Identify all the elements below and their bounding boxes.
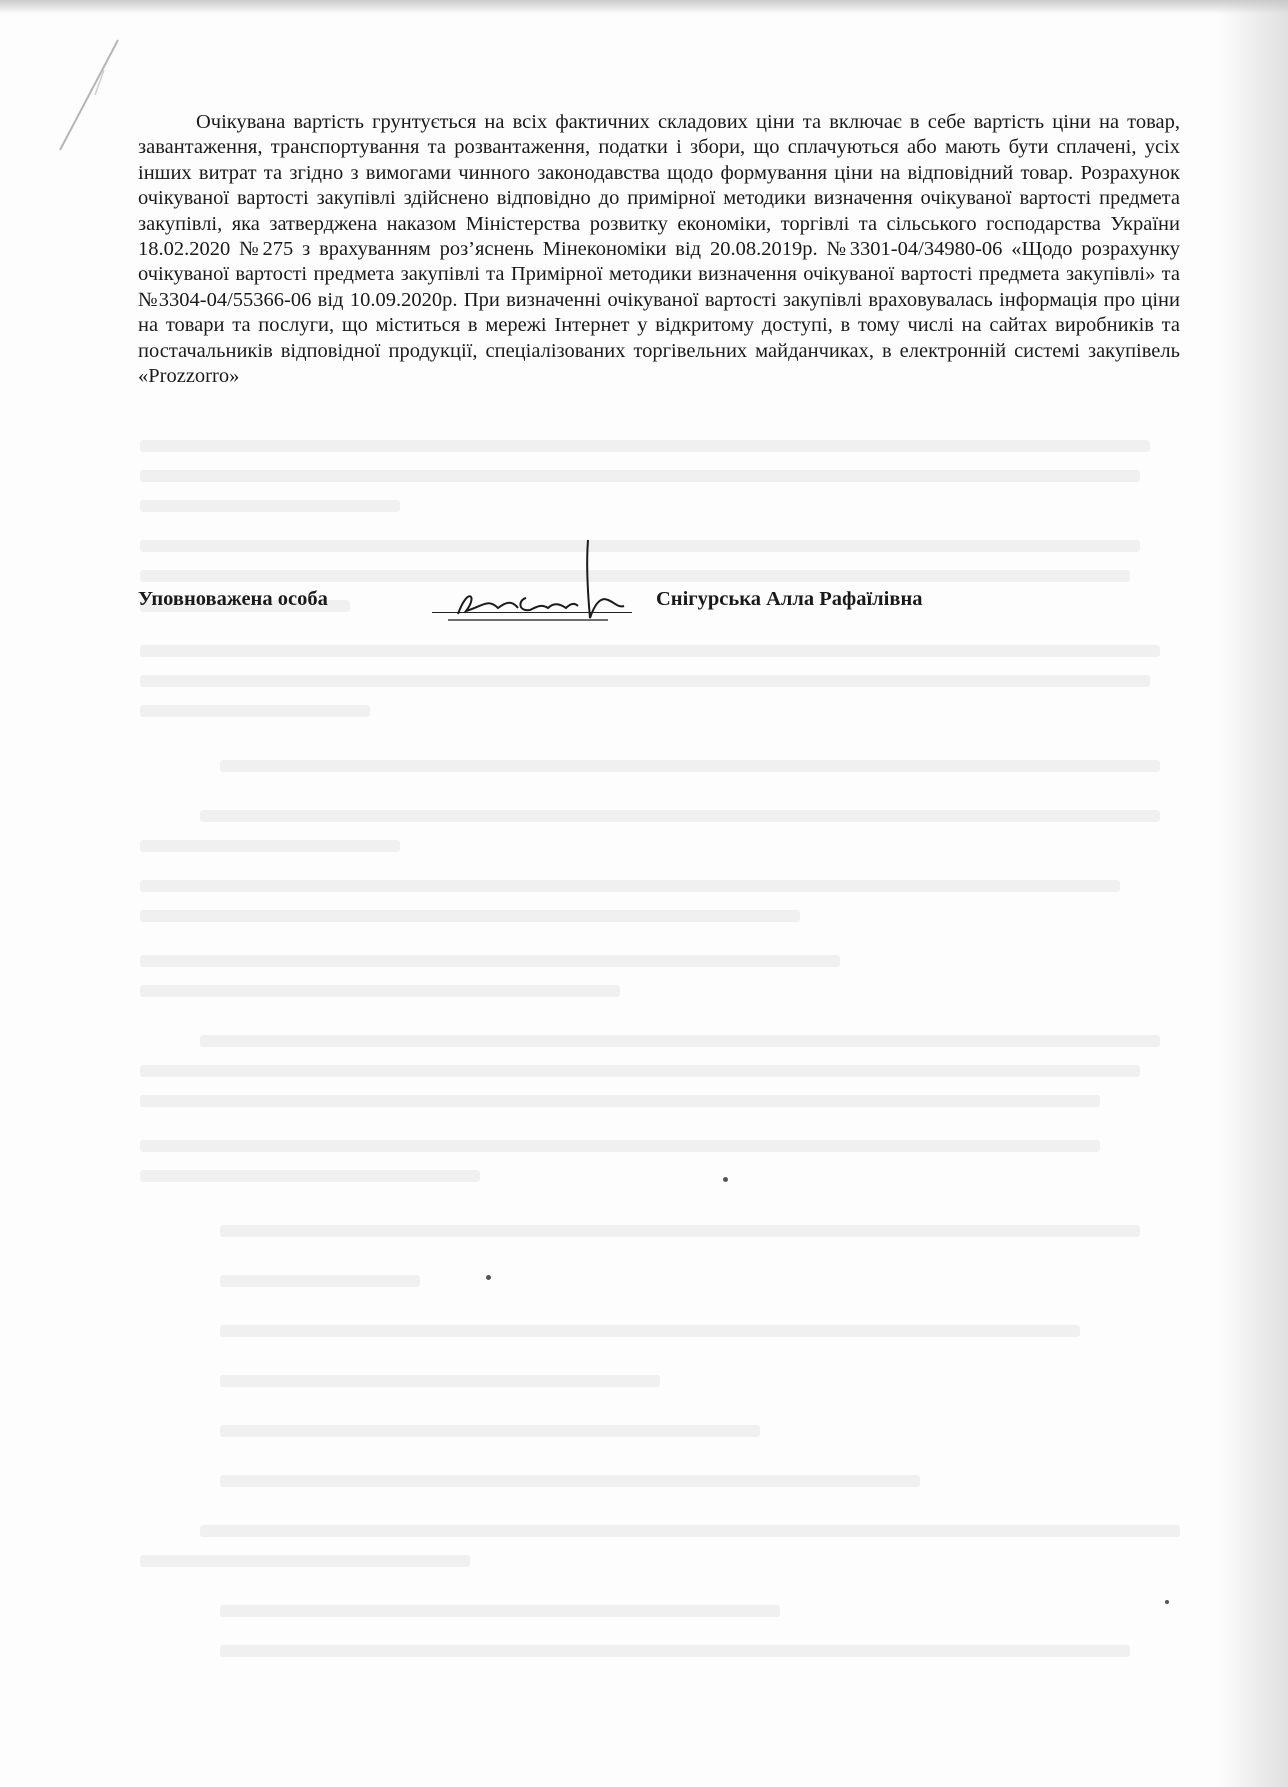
page-fold-line [0,0,160,360]
handwritten-signature [438,536,668,626]
body-paragraph: Очікувана вартість грунтується на всіх фактичних складових ціни та включає в себе вартість ціни на товар, завантаження, транспортування та розвантаження, податки і збори, що сплачуються або мають бути сплачені, усіх інших витрат та згідно з вимогами чинного законодавства щодо формування ціни на відповідний товар. Розрахунок очікуваної вартості закупівлі здійснено відповідно до примірної методики визначення очікуваної вартості предмета закупівлі, яка затверджена наказом Міністерства розвитку економіки, торгівлі та сільського господарства України 18.02.2020 №275 з врахуванням роз’яснень Мінекономіки від 20.08.2019р. №3301-04/34980-06 «Щодо розрахунку очікуваної вартості предмета закупівлі та Примірної методики визначення очікуваної вартості предмета закупівлі» та №3304-04/55366-06 від 10.09.2020р. При визначенні очікуваної вартості закупівлі враховувалась інформація про ціни на товари та послуги, що міститься в мережі Інтернет у відкритому доступі, в тому числі на сайтах виробників та постачальників відповідної продукції, спеціалізованих торгівельних майданчиках, в електронній системі закупівель «Prozzorro» [138,111,1180,388]
scan-speck [1165,1600,1169,1604]
signature-block [138,588,1198,628]
authorized-person-label: Уповноважена особа [138,588,328,610]
authorized-person-name: Снігурська Алла Рафаїлівна [656,588,923,610]
scan-speck [486,1275,491,1280]
scan-edge-shadow [1218,0,1288,1787]
scan-speck [723,1177,728,1182]
scan-top-shadow [0,0,1288,14]
